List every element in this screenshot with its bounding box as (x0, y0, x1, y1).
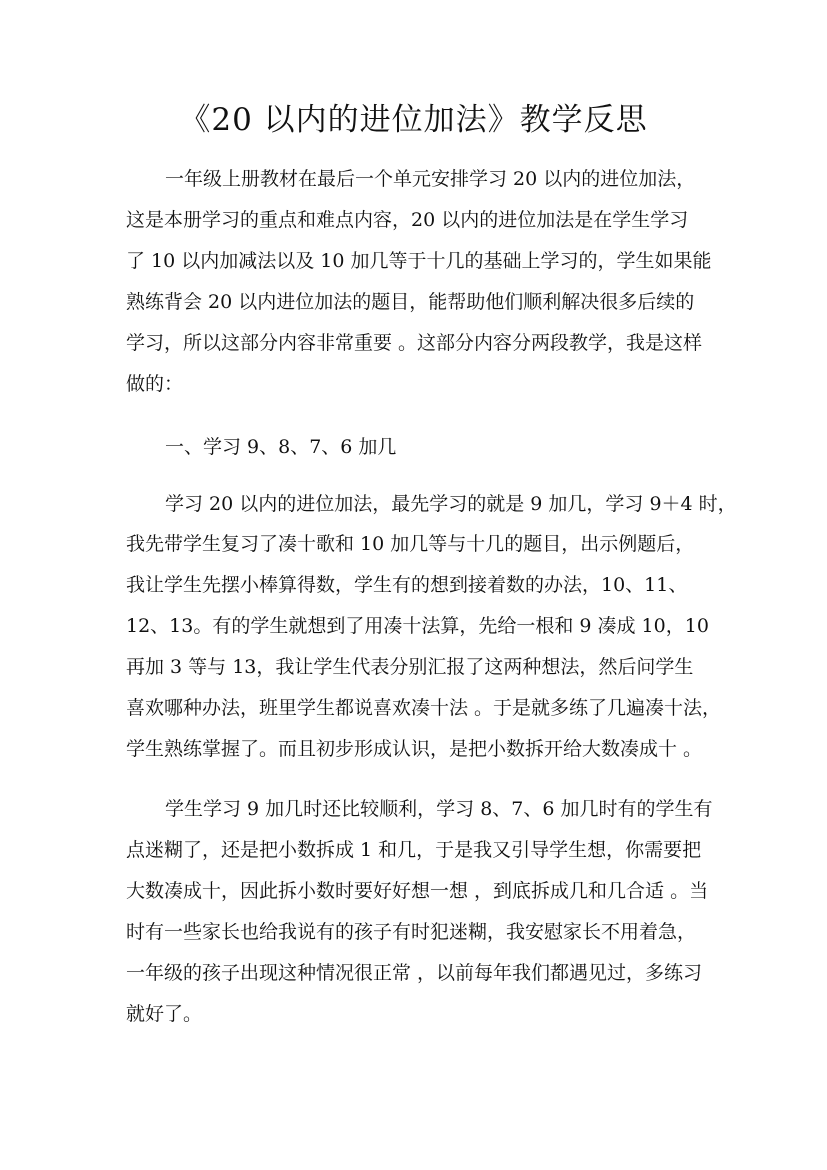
paragraph-1-line-5: 学习，所以这部分内容非常重要 。这部分内容分两段教学，我是这样 (126, 332, 703, 354)
paragraph-2-line-7: 学生熟练掌握了。而且初步形成认识，是把小数拆开给大数凑成十 。 (126, 738, 703, 760)
paragraph-3-line-1: 学生学习 9 加几时还比较顺利，学习 8、7、6 加几时有的学生有 (165, 798, 713, 820)
paragraph-1-line-2: 这是本册学习的重点和难点内容，20 以内的进位加法是在学生学习 (126, 209, 689, 231)
paragraph-2-line-1: 学习 20 以内的进位加法，最先学习的就是 9 加几，学习 9＋4 时， (165, 493, 737, 515)
paragraph-1-line-6: 做的： (126, 373, 184, 395)
paragraph-3-line-2: 点迷糊了，还是把小数拆成 1 和几，于是我又引导学生想，你需要把 (126, 839, 702, 861)
paragraph-3-line-6: 就好了。 (126, 1003, 203, 1025)
paragraph-1-line-3: 了 10 以内加减法以及 10 加几等于十几的基础上学习的，学生如果能 (126, 250, 712, 272)
paragraph-1-line-1: 一年级上册教材在最后一个单元安排学习 20 以内的进位加法， (165, 168, 696, 190)
paragraph-2-line-6: 喜欢哪种办法，班里学生都说喜欢凑十法 。于是就多练了几遍凑十法， (126, 697, 722, 719)
paragraph-3-line-3: 大数凑成十，因此拆小数时要好好想一想 ，到底拆成几和几合适 。当 (126, 880, 709, 902)
paragraph-3-line-4: 时有一些家长也给我说有的孩子有时犯迷糊，我安慰家长不用着急， (126, 921, 697, 943)
section-heading: 一、学习 9、8、7、6 加几 (165, 436, 397, 458)
paragraph-1-line-4: 熟练背会 20 以内进位加法的题目，能帮助他们顺利解决很多后续的 (126, 291, 695, 313)
document-title: 《20 以内的进位加法》教学反思 (179, 102, 648, 138)
paragraph-2-line-5: 再加 3 等与 13，我让学生代表分别汇报了这两种想法，然后问学生 (126, 656, 694, 678)
paragraph-2-line-3: 我让学生先摆小棒算得数，学生有的想到接着数的办法，10、11、 (126, 574, 688, 596)
paragraph-2-line-4: 12、13。有的学生就想到了用凑十法算，先给一根和 9 凑成 10，10 (126, 615, 709, 637)
paragraph-2-line-2: 我先带学生复习了凑十歌和 10 加几等与十几的题目，出示例题后， (126, 533, 695, 555)
paragraph-3-line-5: 一年级的孩子出现这种情况很正常 ，以前每年我们都遇见过，多练习 (126, 962, 703, 984)
